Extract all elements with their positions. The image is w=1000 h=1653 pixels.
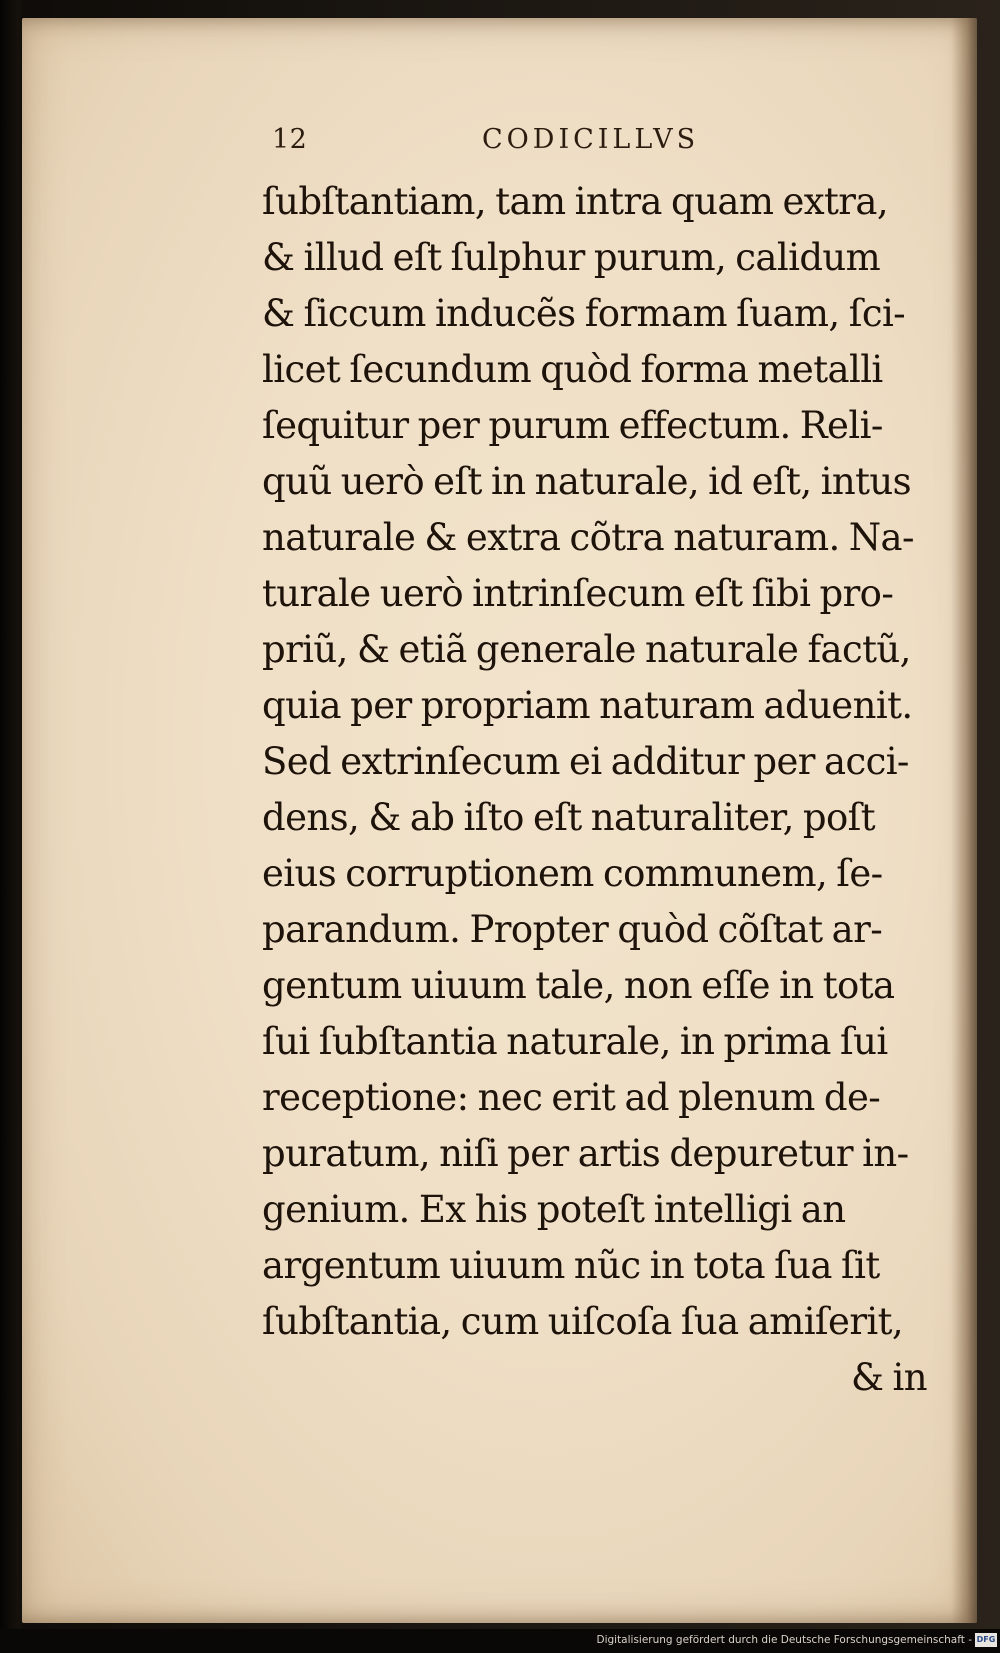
text-line: ſui ſubſtantia naturale, in prima ſui bbox=[262, 1020, 888, 1063]
text-line: quia per propriam naturam aduenit. bbox=[262, 684, 913, 727]
text-line: & ſiccum inducẽs formam ſuam, ſci‑ bbox=[262, 292, 906, 335]
text-line: argentum uiuum nũc in tota ſua ſit bbox=[262, 1244, 880, 1287]
text-line: quũ uerò eſt in naturale, id eſt, intus bbox=[262, 460, 911, 503]
page-number: 12 bbox=[272, 124, 308, 155]
text-line: ſequitur per purum effectum. Reli‑ bbox=[262, 404, 883, 447]
digitization-credit-bar bbox=[0, 1629, 1000, 1653]
text-line: & illud eſt ſulphur purum, calidum bbox=[262, 236, 881, 279]
dfg-logo-icon: DFG bbox=[975, 1633, 997, 1647]
book-page bbox=[22, 18, 977, 1623]
catchword: & in bbox=[851, 1356, 927, 1399]
text-line: dens, & ab iſto eſt naturaliter, poſt bbox=[262, 796, 876, 839]
text-line: priũ, & etiã generale naturale factũ, bbox=[262, 628, 911, 671]
text-line: ſubſtantia, cum uiſcoſa ſua amiſerit, bbox=[262, 1300, 904, 1343]
text-line: ſubſtantiam, tam intra quam extra, bbox=[262, 180, 889, 223]
running-title: CODICILLVS bbox=[482, 124, 700, 155]
funding-credit: Digitalisierung gefördert durch die Deutsche Forschungsgemeinschaft - bbox=[596, 1634, 972, 1646]
text-line: genium. Ex his poteſt intelligi an bbox=[262, 1188, 846, 1231]
text-line: turale uerò intrinſecum eſt ſibi pro‑ bbox=[262, 572, 894, 615]
text-line: parandum. Propter quòd cõſtat ar‑ bbox=[262, 908, 883, 951]
text-line: eius corruptionem communem, ſe‑ bbox=[262, 852, 883, 895]
text-line: naturale & extra cõtra naturam. Na‑ bbox=[262, 516, 914, 559]
text-line: puratum, niſi per artis depuretur in‑ bbox=[262, 1132, 909, 1175]
body-text bbox=[262, 174, 952, 1406]
text-line: Sed extrinſecum ei additur per acci‑ bbox=[262, 740, 909, 783]
running-head bbox=[22, 124, 977, 164]
text-line: receptione: nec erit ad plenum de‑ bbox=[262, 1076, 881, 1119]
text-line: gentum uiuum tale, non eſſe in tota bbox=[262, 964, 895, 1007]
text-line: licet ſecundum quòd forma metalli bbox=[262, 348, 883, 391]
